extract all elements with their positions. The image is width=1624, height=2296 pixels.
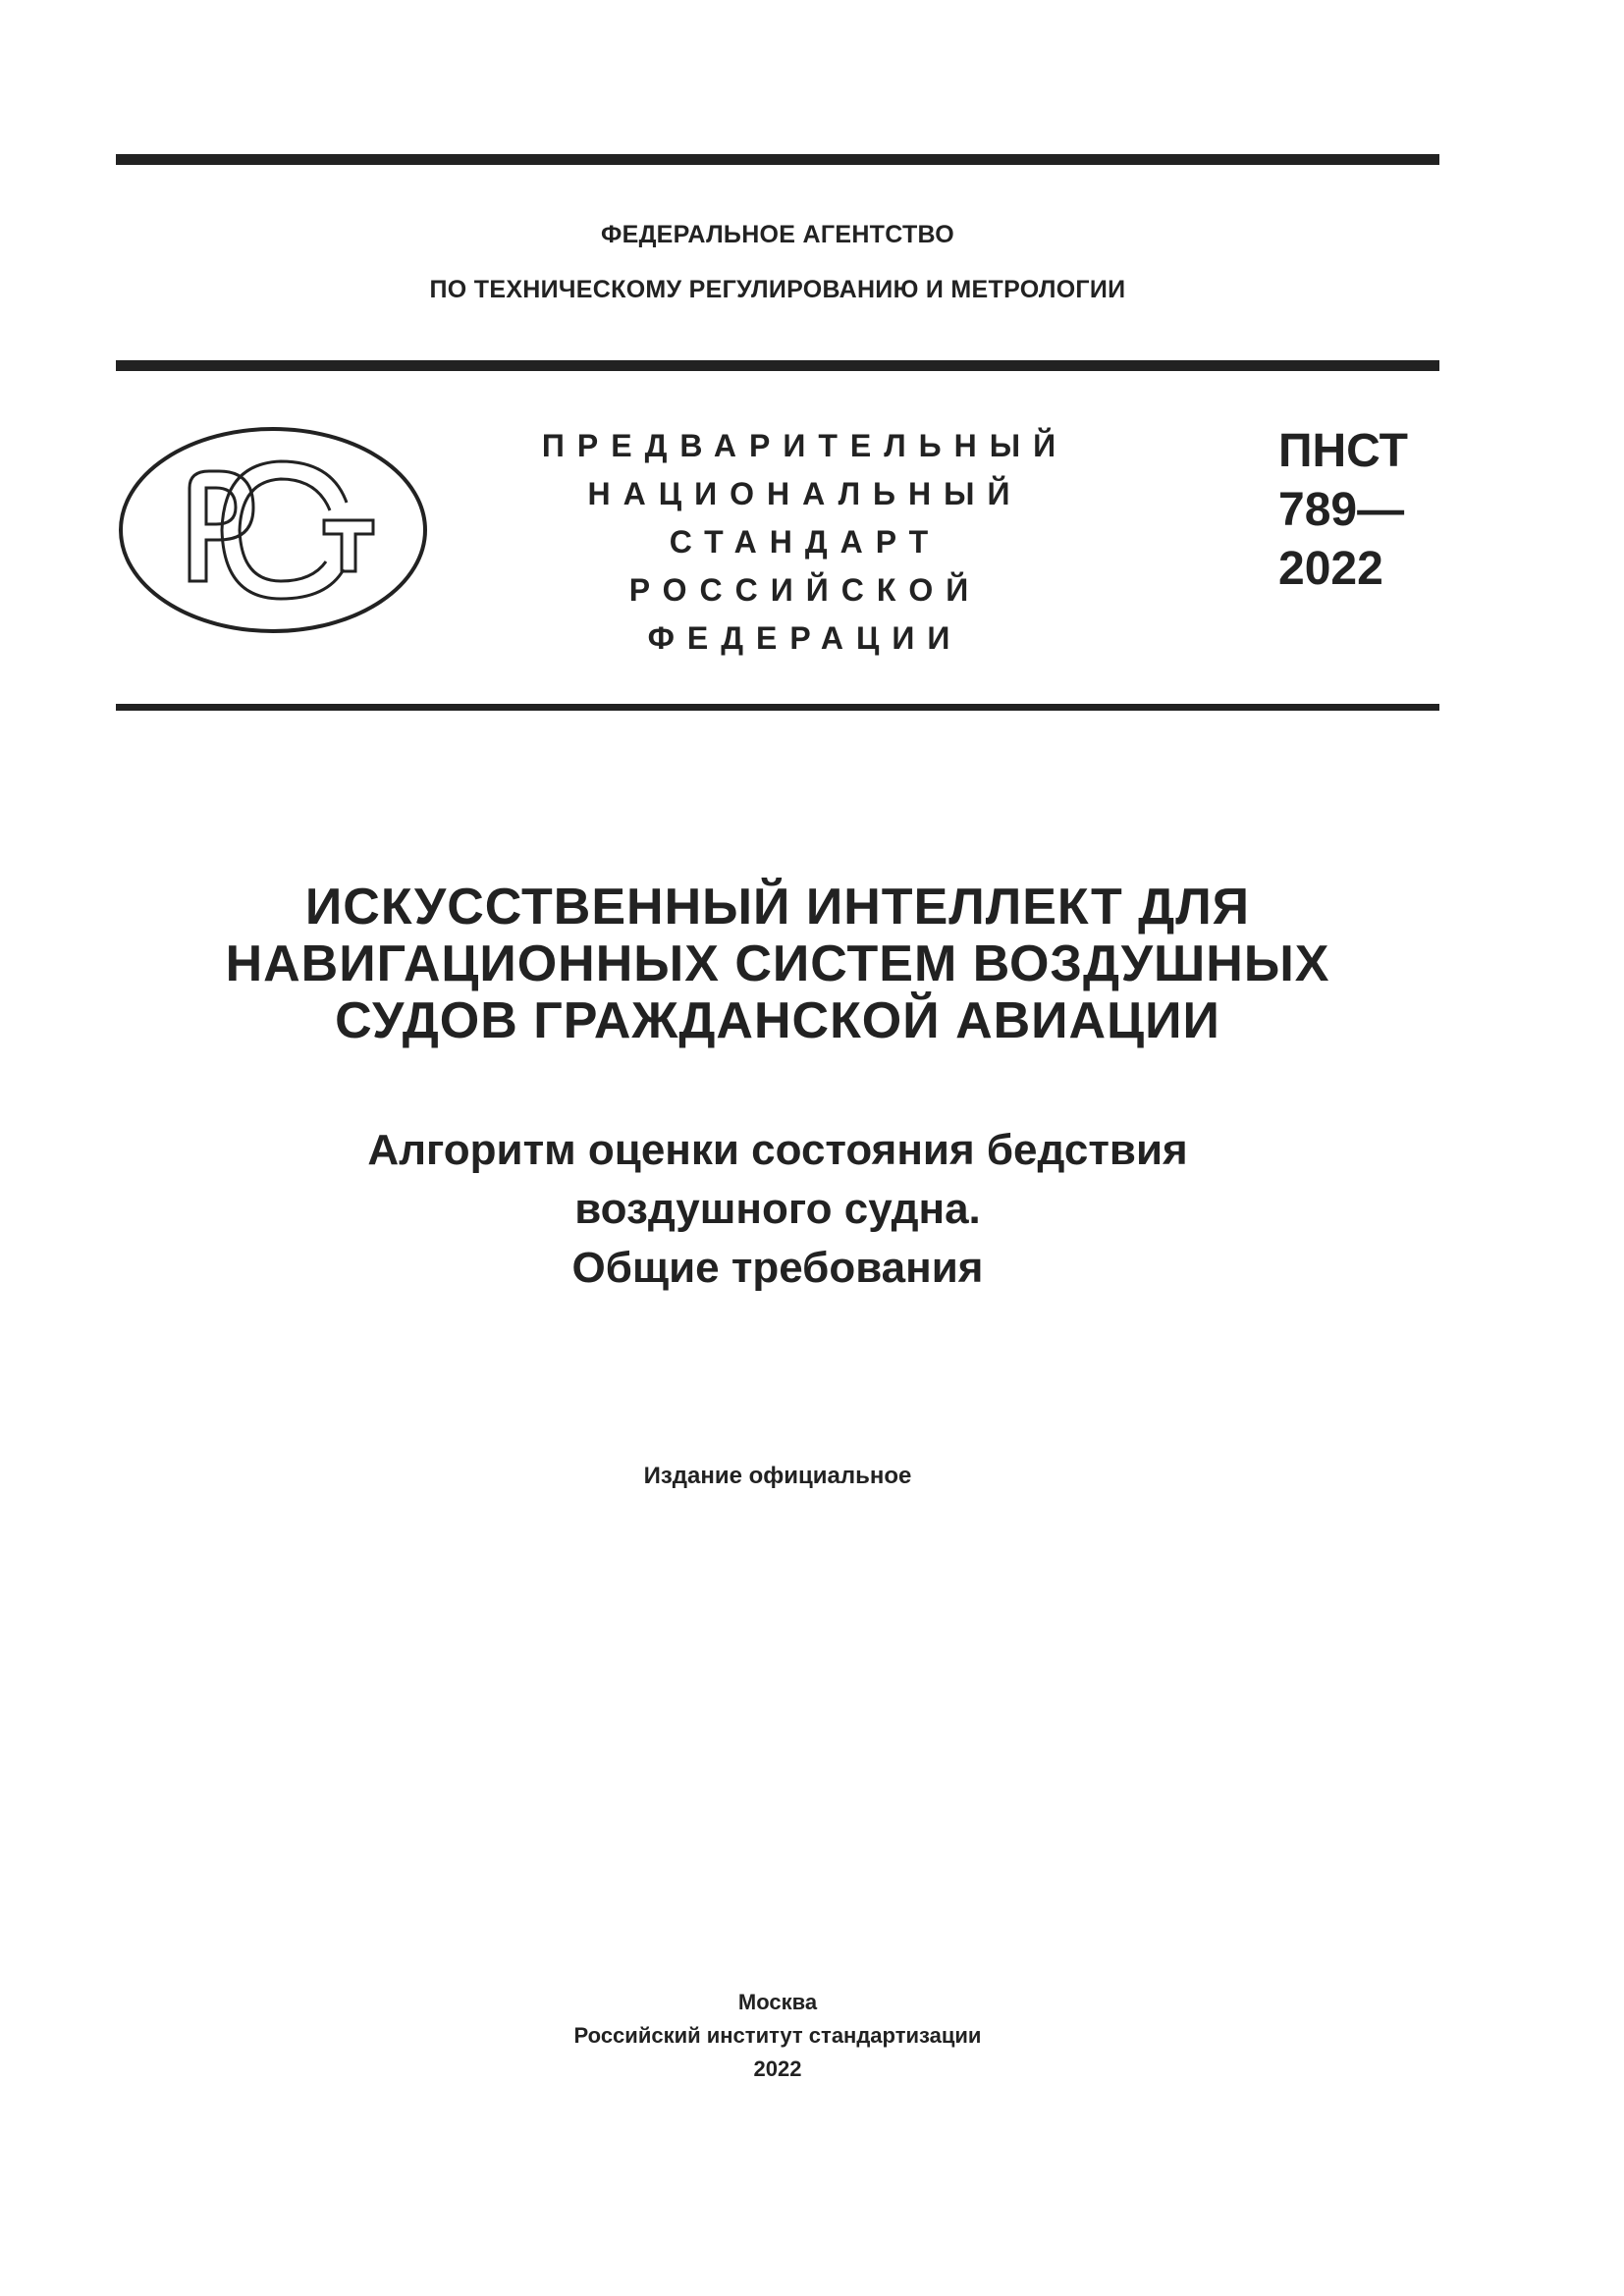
standard-number-code: 789— — [1278, 484, 1405, 536]
header-rule — [116, 360, 1439, 371]
standard-type — [530, 422, 1080, 663]
standard-type-line: ПРЕДВАРИТЕЛЬНЫЙ — [541, 428, 1069, 463]
standard-number-prefix: ПНСТ — [1278, 425, 1408, 477]
edition-label: Издание официальное — [643, 1463, 912, 1489]
title-line: НАВИГАЦИОННЫХ СИСТЕМ ВОЗДУШНЫХ — [225, 935, 1330, 992]
standard-type-line: РОССИЙСКОЙ — [628, 572, 982, 608]
standard-number — [1278, 422, 1408, 599]
title-line: ИСКУССТВЕННЫЙ ИНТЕЛЛЕКТ ДЛЯ — [304, 879, 1251, 935]
standard-type-line: СТАНДАРТ — [669, 524, 942, 560]
subtitle-line: Общие требования — [571, 1244, 984, 1292]
document-title — [116, 879, 1439, 1049]
standard-type-line: НАЦИОНАЛЬНЫЙ — [587, 476, 1023, 511]
rst-logo-icon — [116, 424, 430, 636]
standard-number-year: 2022 — [1278, 543, 1383, 595]
publisher-block — [116, 1986, 1439, 2086]
title-line: СУДОВ ГРАЖДАНСКОЙ АВИАЦИИ — [335, 992, 1220, 1049]
agency-line-2: ПО ТЕХНИЧЕСКОМУ РЕГУЛИРОВАНИЮ И МЕТРОЛОГИИ — [429, 276, 1126, 303]
document-subtitle — [116, 1121, 1439, 1298]
publisher-city: Москва — [737, 1990, 818, 2014]
publisher-organization: Российский институт стандартизации — [573, 2023, 982, 2048]
top-rule — [116, 154, 1439, 165]
publisher-year: 2022 — [753, 2056, 802, 2081]
subtitle-line: воздушного судна. — [574, 1185, 981, 1233]
title-block-rule — [116, 704, 1439, 711]
standard-type-line: ФЕДЕРАЦИИ — [647, 620, 963, 656]
subtitle-line: Алгоритм оценки состояния бедствия — [367, 1126, 1188, 1174]
agency-line-1: ФЕДЕРАЛЬНОЕ АГЕНТСТВО — [600, 221, 955, 248]
